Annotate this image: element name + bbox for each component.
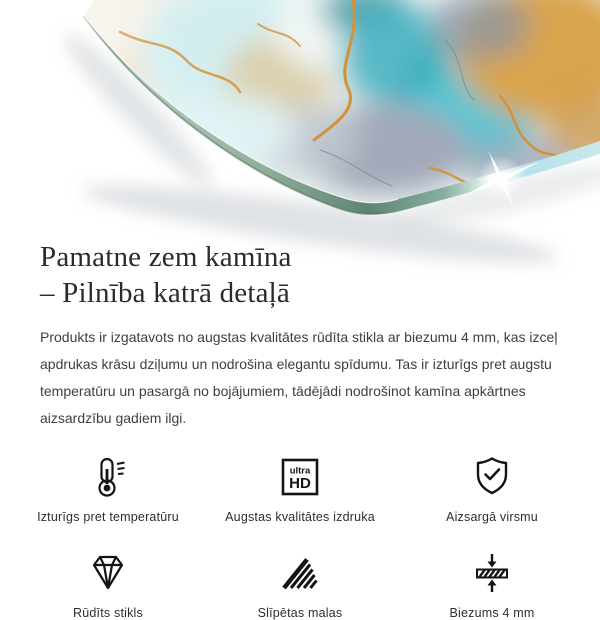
feature-label: Augstas kvalitātes izdruka xyxy=(225,510,375,524)
polished-edges-icon xyxy=(278,550,322,596)
feature-grid xyxy=(0,454,600,620)
thickness-icon xyxy=(470,550,514,596)
feature-label: Izturīgs pret temperatūru xyxy=(37,510,179,524)
title-line-2: – Pilnība katrā detaļā xyxy=(40,277,291,309)
ultra-hd-icon-text-top: ultra xyxy=(289,465,311,477)
feature-label: Slīpētas malas xyxy=(257,606,343,620)
feature-surface-protection xyxy=(396,454,588,524)
feature-label: Biezums 4 mm xyxy=(449,606,535,620)
shield-check-icon xyxy=(470,454,514,500)
ultra-hd-icon-text-bottom: HD xyxy=(289,475,311,492)
feature-tempered-glass xyxy=(12,550,204,620)
product-description: Produkts ir izgatavots no augstas kvalitātes rūdīta stikla ar biezumu 4 mm, kas izceļ apdrukas krāsu dziļumu un nodrošina elegantu spīdumu. Tas ir izturīgs pret augstu temperatūru un pasargā no bojājumiem, tādējādi nodrošinot kamīna apkārtnes aizsardzību gadiem ilgi. xyxy=(40,329,558,426)
feature-label: Aizsargā virsmu xyxy=(446,510,538,524)
ultra-hd-icon xyxy=(278,454,322,500)
title-line-1: Pamatne zem kamīna xyxy=(40,241,292,273)
feature-print-quality xyxy=(204,454,396,524)
diamond-icon xyxy=(86,550,130,596)
thermometer-icon xyxy=(86,454,130,500)
feature-heat-resistant xyxy=(12,454,204,524)
product-hero-image xyxy=(0,0,600,236)
feature-thickness xyxy=(396,550,588,620)
feature-polished-edges xyxy=(204,550,396,620)
feature-label: Rūdīts stikls xyxy=(73,606,143,620)
